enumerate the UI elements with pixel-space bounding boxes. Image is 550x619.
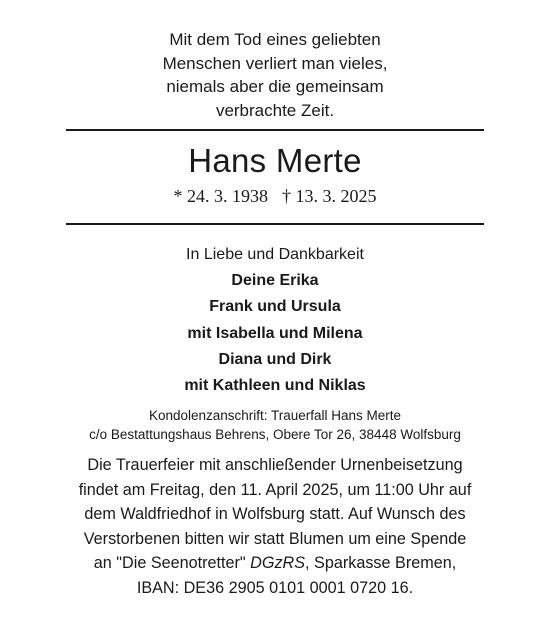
bottom-divider: [66, 223, 484, 225]
condolence-line: Kondolenzanschrift: Trauerfall Hans Merte: [148, 408, 402, 423]
service-line: [0, 551, 550, 576]
quote-line: Menschen verliert man vieles,: [162, 53, 388, 73]
service-line: Die Trauerfeier mit anschließender Urnenbeisetzung: [87, 456, 463, 474]
birth-date: * 24. 3. 1938: [173, 186, 268, 206]
quote-line: verbrachte Zeit.: [215, 100, 335, 120]
service-line: IBAN: DE36 2905 0101 0001 0720 16.: [136, 578, 414, 597]
mourner-name: Deine Erika: [231, 272, 319, 290]
quote-line: Mit dem Tod eines geliebten: [169, 30, 381, 49]
service-text: , Sparkasse Bremen,: [305, 554, 457, 573]
funeral-service-info: [0, 453, 550, 601]
death-date: † 13. 3. 2025: [282, 186, 377, 206]
top-divider: [66, 129, 484, 131]
condolence-address: [0, 406, 550, 444]
life-dates: [0, 184, 550, 208]
organization-abbreviation: DGzRS: [250, 554, 306, 573]
condolence-line: c/o Bestattungshaus Behrens, Obere Tor 26, 38448 Wolfsburg: [89, 427, 461, 442]
deceased-name: Hans Merte: [188, 142, 362, 179]
memorial-quote: [0, 28, 550, 122]
mourners-intro: In Liebe und Dankbarkeit: [186, 246, 364, 263]
mourner-name: mit Isabella und Milena: [187, 324, 363, 342]
mourners-list: [0, 242, 550, 399]
service-line: findet am Freitag, den 11. April 2025, um 11:00 Uhr auf: [78, 480, 472, 499]
mourner-name: mit Kathleen und Niklas: [184, 377, 366, 395]
quote-line: niemals aber die gemeinsam: [166, 77, 384, 96]
service-text: an "Die Seenotretter": [93, 554, 251, 573]
service-line: Verstorbenen bitten wir statt Blumen um eine Spende: [83, 529, 467, 548]
service-line: dem Waldfriedhof in Wolfsburg statt. Auf Wunsch des: [84, 505, 466, 524]
mourner-name: Frank und Ursula: [209, 298, 341, 316]
mourner-name: Diana und Dirk: [218, 350, 332, 368]
